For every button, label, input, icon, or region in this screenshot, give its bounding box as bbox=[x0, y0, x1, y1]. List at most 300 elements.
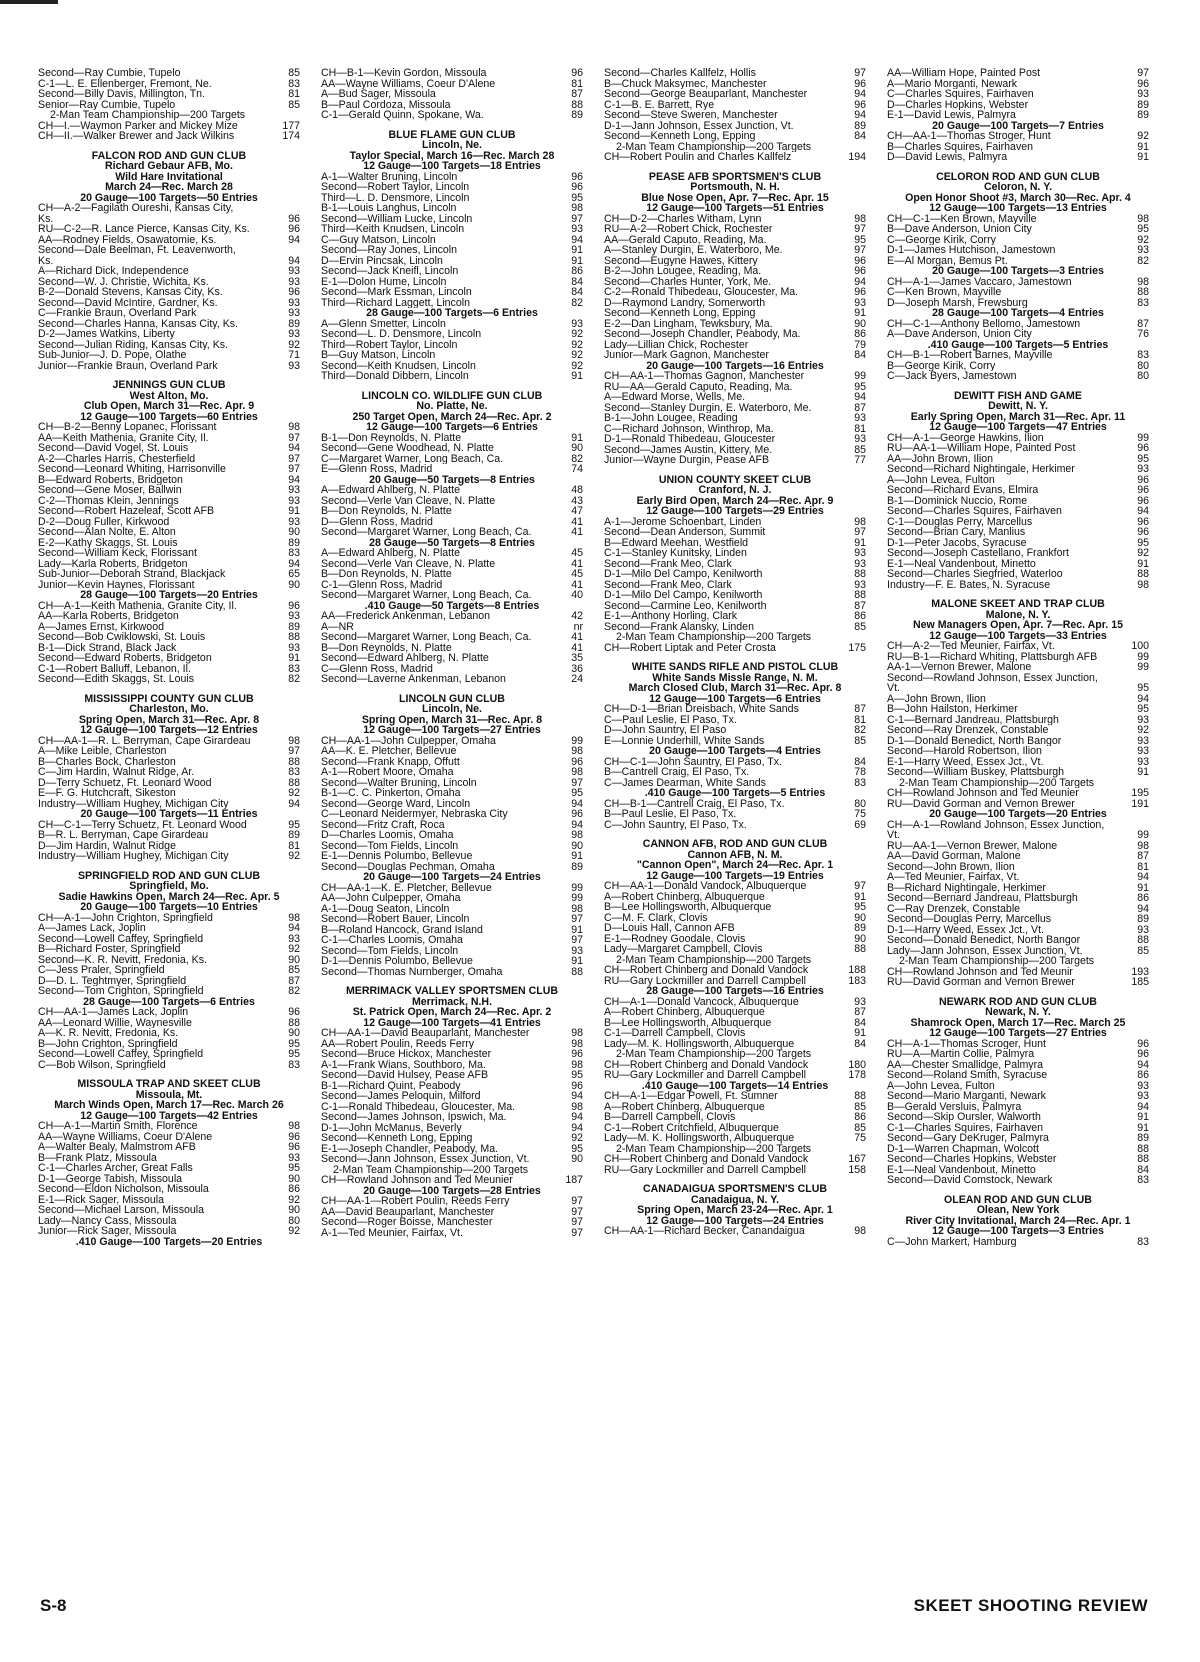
result-row bbox=[321, 830, 583, 841]
score: 92 bbox=[571, 328, 583, 340]
score: 93 bbox=[288, 328, 300, 340]
shooter-name: C—Guy Matson, Lincoln bbox=[321, 234, 436, 245]
result-row bbox=[887, 277, 1149, 288]
score: 85 bbox=[854, 620, 866, 633]
result-row bbox=[604, 569, 866, 580]
result-row bbox=[887, 914, 1149, 925]
result-row bbox=[38, 913, 300, 924]
event-subheading: Newark, N. Y. bbox=[985, 1006, 1051, 1018]
event-subheading: 12 Gauge—100 Targets—60 Entries bbox=[80, 410, 258, 423]
result-row bbox=[887, 935, 1149, 946]
result-row bbox=[321, 632, 583, 643]
shooter-name: CH—Rowland Johnson and Ted Meunier bbox=[887, 788, 1079, 799]
result-row bbox=[604, 715, 866, 726]
shooter-name: Second—Lowell Caffey, Springfield bbox=[38, 1049, 204, 1060]
score: 83 bbox=[854, 776, 866, 789]
shooter-name: A—Mario Morganti, Newark bbox=[887, 78, 1018, 89]
event-subheading: 20 Gauge—100 Targets—11 Entries bbox=[80, 808, 258, 820]
score: 84 bbox=[854, 1037, 866, 1050]
score: 93 bbox=[1137, 923, 1149, 936]
result-row bbox=[604, 245, 866, 256]
shooter-name: Lady—Jann Johnson, Essex Junction, Vt. bbox=[887, 945, 1083, 956]
shooter-name: Lady—Margaret Campbell, Clovis bbox=[604, 944, 763, 955]
shooter-name: 2-Man Team Championship—200 Targets bbox=[899, 956, 1095, 967]
result-row bbox=[887, 830, 1149, 841]
shooter-name: A-1—Jerome Schoenbart, Linden bbox=[604, 516, 762, 527]
score: 80 bbox=[1137, 359, 1149, 372]
shooter-name: Second—Thomas Nurnberger, Omaha bbox=[321, 966, 503, 977]
score: 99 bbox=[1137, 650, 1149, 663]
shooter-name: E-1—David Lewis, Palmyra bbox=[887, 110, 1016, 121]
shooter-name: Second—David Vogel, St. Louis bbox=[38, 443, 189, 454]
shooter-name: B-1—C. C. Pinkerton, Omaha bbox=[321, 788, 461, 799]
event-subheading: No. Platte, Ne. bbox=[416, 400, 488, 412]
shooter-name: E-1—Joseph Chandler, Peabody, Ma. bbox=[321, 1143, 499, 1154]
score: 40 bbox=[571, 589, 583, 601]
score: 91 bbox=[1137, 151, 1149, 163]
result-row bbox=[887, 224, 1149, 235]
shooter-name: Second—Tom Crighton, Springfield bbox=[38, 986, 204, 997]
shooter-name: D-1—George Tabish, Missoula bbox=[38, 1173, 183, 1184]
score: 89 bbox=[571, 860, 583, 873]
shooter-name: Second—George Ward, Lincoln bbox=[321, 798, 471, 809]
result-row bbox=[38, 89, 300, 100]
team-event-label bbox=[321, 1165, 583, 1176]
score: 78 bbox=[854, 766, 866, 778]
result-row bbox=[604, 1091, 866, 1102]
score: 86 bbox=[288, 1183, 300, 1195]
score: 96 bbox=[1137, 442, 1149, 454]
event-subheading: .410 Gauge—50 Targets—8 Entries bbox=[364, 599, 540, 612]
result-row bbox=[887, 235, 1149, 246]
score: 90 bbox=[288, 578, 300, 591]
event-subheading: 12 Gauge—100 Targets—51 Entries bbox=[646, 202, 824, 214]
team-event-label bbox=[604, 1144, 866, 1155]
shooter-name: Lady—Nancy Cass, Missoula bbox=[38, 1215, 177, 1226]
result-row bbox=[887, 517, 1149, 528]
shooter-name: D-1—Donald Benedict, North Bangor bbox=[887, 735, 1062, 746]
shooter-name: Second—Steve Sweren, Manchester bbox=[604, 110, 778, 121]
event-subheading: White Sands Missle Range, N. M. bbox=[652, 671, 818, 684]
event-subheading: .410 Gauge—100 Targets—20 Entries bbox=[75, 1235, 263, 1248]
result-row bbox=[321, 203, 583, 214]
event-subheading: .410 Gauge—100 Targets—5 Entries bbox=[644, 787, 826, 799]
score: 88 bbox=[854, 568, 866, 580]
shooter-name: Second—Kenneth Long, Epping bbox=[604, 308, 756, 319]
shooter-name: RU—A—Martin Collie, Palmyra bbox=[887, 1049, 1035, 1060]
shooter-name: Second—Bob Cwiklowski, St. Louis bbox=[38, 632, 206, 643]
result-row bbox=[604, 329, 866, 340]
shooter-name: 2-Man Team Championship—200 Targets bbox=[333, 1164, 529, 1175]
result-row bbox=[321, 1039, 583, 1050]
result-row bbox=[38, 674, 300, 685]
score: 87 bbox=[288, 974, 300, 987]
score: 89 bbox=[288, 829, 300, 841]
score: 90 bbox=[571, 839, 583, 852]
score: 94 bbox=[571, 818, 583, 831]
result-row bbox=[38, 350, 300, 361]
score: 89 bbox=[1137, 1132, 1149, 1144]
result-row bbox=[604, 403, 866, 414]
score: 95 bbox=[1137, 703, 1149, 715]
event-subheading: Springfield, Mo. bbox=[129, 880, 209, 892]
score: 47 bbox=[571, 505, 583, 517]
score: 96 bbox=[1137, 77, 1149, 90]
result-row bbox=[604, 767, 866, 778]
result-row bbox=[38, 266, 300, 277]
score: 83 bbox=[1137, 296, 1149, 309]
score: 81 bbox=[288, 839, 300, 852]
result-row bbox=[38, 1060, 300, 1071]
shooter-name: CH—AA-1—David Beauparlant, Manchester bbox=[321, 1028, 530, 1039]
result-row bbox=[38, 68, 300, 79]
score: 94 bbox=[1137, 505, 1149, 517]
score: 35 bbox=[571, 652, 583, 664]
result-row bbox=[321, 287, 583, 298]
shooter-name: CH—AA-1—Thomas Stroger, Hunt bbox=[887, 131, 1051, 142]
shooter-name: CH—A-1—Rowland Johnson, Essex Junction, bbox=[887, 819, 1105, 830]
event-subheading: West Alton, Mo. bbox=[129, 389, 209, 402]
result-row bbox=[321, 653, 583, 664]
score: 41 bbox=[571, 641, 583, 654]
event-subheading: 20 Gauge—100 Targets—4 Entries bbox=[649, 745, 821, 757]
event-subheading: 12 Gauge—100 Targets—6 Entries bbox=[649, 692, 821, 705]
event-subheading: Club Open, March 31—Rec. Apr. 9 bbox=[83, 400, 255, 412]
score: 91 bbox=[1137, 140, 1149, 153]
result-row bbox=[887, 1070, 1149, 1081]
team-event-label bbox=[887, 778, 1149, 789]
result-row bbox=[321, 361, 583, 372]
event-subheading: Lincoln, Ne. bbox=[421, 703, 483, 715]
shooter-name: Second—Fritz Craft, Roca bbox=[321, 819, 445, 830]
shooter-name: A—Dave Anderson, Union City bbox=[887, 329, 1032, 340]
result-row bbox=[38, 757, 300, 768]
result-row bbox=[887, 872, 1149, 883]
shooter-name: B—Chuck Maksymec, Manchester bbox=[604, 78, 767, 89]
score: 74 bbox=[571, 463, 583, 475]
shooter-name: Sub-Junior—J. D. Pope, Olathe bbox=[38, 350, 187, 361]
shooter-name: AA—K. E. Pletcher, Bellevue bbox=[321, 746, 457, 757]
shooter-name: CH—A-1—James Vaccaro, Jamestown bbox=[887, 276, 1072, 287]
score: 85 bbox=[854, 443, 866, 456]
result-row bbox=[604, 559, 866, 570]
result-row bbox=[321, 371, 583, 382]
score: 95 bbox=[288, 1162, 300, 1174]
result-row bbox=[887, 862, 1149, 873]
shooter-name: B—Frank Platz, Missoula bbox=[38, 1152, 157, 1163]
score: 93 bbox=[571, 223, 583, 235]
result-row bbox=[887, 131, 1149, 142]
event-subheading: Wild Hare Invitational bbox=[115, 170, 223, 183]
score: 93 bbox=[1137, 734, 1149, 747]
result-row bbox=[604, 527, 866, 538]
score: 87 bbox=[571, 88, 583, 100]
score: 92 bbox=[1137, 547, 1149, 559]
result-row bbox=[38, 464, 300, 475]
score: 98 bbox=[571, 1058, 583, 1071]
shooter-name: B—Paul Leslie, El Paso, Tx. bbox=[604, 809, 737, 820]
shooter-name: D-1—Milo Del Campo, Kenilworth bbox=[604, 590, 763, 601]
shooter-name: A—Edward Ahlberg, N. Platte bbox=[321, 548, 460, 559]
shooter-name: A—Walter Bealy, Malmstrom AFB bbox=[38, 1142, 196, 1153]
shooter-name: C-1—Robert Balluff, Lebanon, Il. bbox=[38, 663, 191, 674]
score: 88 bbox=[288, 755, 300, 768]
score: 99 bbox=[1137, 661, 1149, 673]
result-row bbox=[321, 329, 583, 340]
result-row bbox=[38, 443, 300, 454]
score: 80 bbox=[854, 797, 866, 810]
score: 96 bbox=[1137, 515, 1149, 528]
shooter-name: A—Robert Chinberg, Albuquerque bbox=[604, 1101, 765, 1112]
shooter-name: AA—Robert Poulin, Reeds Ferry bbox=[321, 1038, 475, 1049]
score: 98 bbox=[571, 902, 583, 915]
shooter-name: B—Darrell Campbell, Clovis bbox=[604, 1112, 736, 1123]
result-row bbox=[321, 1112, 583, 1123]
result-row bbox=[38, 965, 300, 976]
score: 98 bbox=[571, 829, 583, 841]
score: 93 bbox=[1137, 244, 1149, 256]
score: 85 bbox=[288, 98, 300, 111]
result-row bbox=[604, 902, 866, 913]
score bbox=[296, 110, 300, 121]
shooter-name: D-1—Milo Del Campo, Kenilworth bbox=[604, 569, 763, 580]
event-subheading: Shamrock Open, March 17—Rec. March 25 bbox=[910, 1016, 1126, 1029]
score: 93 bbox=[571, 944, 583, 957]
shooter-name: B—Paul Cordoza, Missoula bbox=[321, 99, 451, 110]
score: 90 bbox=[854, 911, 866, 924]
shooter-name: D—Joseph Marsh, Frewsburg bbox=[887, 297, 1028, 308]
score: 93 bbox=[288, 515, 300, 528]
result-row bbox=[321, 68, 583, 79]
club-heading: CANNON AFB, ROD AND GUN CLUB bbox=[642, 838, 828, 850]
event-subheading: 12 Gauge—100 Targets—19 Entries bbox=[646, 869, 824, 882]
score: 96 bbox=[1137, 1037, 1149, 1050]
shooter-name: A—Stanley Durgin, E. Waterboro, Me. bbox=[604, 245, 783, 256]
shooter-name: Second—Verle Van Cleave, N. Platte bbox=[321, 558, 496, 569]
club-heading: LINCOLN CO. WILDLIFE GUN CLUB bbox=[361, 389, 543, 402]
shooter-name: CH—Robert Chinberg and Donald Vandock bbox=[604, 1059, 809, 1070]
shooter-name: D-2—James Watkins, Liberty bbox=[38, 329, 175, 340]
shooter-name: Second—Gene Moser, Ballwin bbox=[38, 485, 182, 496]
result-row bbox=[604, 1060, 866, 1071]
score: 93 bbox=[288, 307, 300, 319]
shooter-name: C—James Dearman, White Sands bbox=[604, 777, 766, 788]
publication-title: SKEET SHOOTING REVIEW bbox=[913, 1596, 1148, 1615]
score: 195 bbox=[1131, 787, 1149, 799]
shooter-name: RU—A-2—Robert Chick, Rochester bbox=[604, 224, 773, 235]
result-row bbox=[321, 1228, 583, 1239]
result-row bbox=[38, 256, 300, 267]
shooter-name: CH—AA-1—R. L. Berryman, Cape Girardeau bbox=[38, 735, 251, 746]
score: 76 bbox=[1137, 328, 1149, 340]
event-subheading: March Closed Club, March 31—Rec. Apr. 8 bbox=[628, 682, 842, 694]
shooter-name: Second—Richard Evans, Elmira bbox=[887, 485, 1039, 496]
score: 89 bbox=[1137, 98, 1149, 111]
result-row bbox=[604, 214, 866, 225]
score: 83 bbox=[288, 547, 300, 559]
event-subheading: Early Bird Open, March 24—Rec. Apr. 9 bbox=[636, 494, 834, 507]
result-row bbox=[38, 277, 300, 288]
score: 93 bbox=[288, 1151, 300, 1164]
score: 96 bbox=[854, 98, 866, 111]
team-event-label bbox=[887, 956, 1149, 967]
shooter-name: Second—Robert Hazeleaf, Scott AFB bbox=[38, 506, 215, 517]
shooter-name: C—Richard Johnson, Winthrop, Ma. bbox=[604, 423, 774, 434]
score: 97 bbox=[571, 1205, 583, 1218]
result-row bbox=[887, 641, 1149, 652]
shooter-name: C—Jess Praler, Springfield bbox=[38, 965, 165, 976]
result-row bbox=[604, 277, 866, 288]
result-row bbox=[321, 517, 583, 528]
score: 96 bbox=[571, 181, 583, 193]
shooter-name: Second—W. J. Christie, Wichita, Ks. bbox=[38, 276, 209, 287]
score: 45 bbox=[571, 547, 583, 559]
score: 41 bbox=[571, 578, 583, 591]
shooter-name: Second—Charles Siegfried, Waterloo bbox=[887, 569, 1063, 580]
shooter-name: B—Edward Meehan, Westfield bbox=[604, 537, 749, 548]
score: 88 bbox=[854, 943, 866, 955]
shooter-name: A—Edward Ahlberg, N. Platte bbox=[321, 485, 460, 496]
score: 85 bbox=[288, 67, 300, 79]
event-subheading: Canadaigua, N. Y. bbox=[690, 1193, 780, 1206]
score: 88 bbox=[571, 98, 583, 111]
shooter-name: B—Lee Hollingsworth, Albuquerque bbox=[604, 902, 772, 913]
score: 90 bbox=[571, 1153, 583, 1165]
score: 177 bbox=[282, 119, 300, 132]
result-row bbox=[321, 841, 583, 852]
shooter-name: Lady—Karla Roberts, Bridgeton bbox=[38, 558, 188, 569]
shooter-name: Second—Michael Larson, Missoula bbox=[38, 1205, 205, 1216]
result-row bbox=[321, 1060, 583, 1071]
score: 158 bbox=[848, 1163, 866, 1176]
score bbox=[1145, 956, 1149, 967]
score: 174 bbox=[282, 130, 300, 142]
score: 95 bbox=[571, 787, 583, 799]
event-subheading: Spring Open, March 31—Rec. Apr. 8 bbox=[78, 713, 260, 726]
event-subheading: 12 Gauge—100 Targets—41 Entries bbox=[363, 1016, 541, 1029]
score: 88 bbox=[571, 965, 583, 978]
result-row bbox=[321, 799, 583, 810]
score: 88 bbox=[288, 1016, 300, 1029]
event-subheading: Charleston, Mo. bbox=[129, 703, 209, 715]
score: 91 bbox=[288, 652, 300, 664]
shooter-name: E—Al Morgan, Bemus Pt. bbox=[887, 255, 1008, 266]
event-subheading: Portsmouth, N. H. bbox=[690, 181, 780, 193]
score: 93 bbox=[288, 296, 300, 309]
result-row bbox=[887, 1112, 1149, 1123]
shooter-name: Second—Skip Oursler, Walworth bbox=[887, 1112, 1041, 1123]
result-row bbox=[38, 1184, 300, 1195]
shooter-name: AA—William Hope, Painted Post bbox=[887, 68, 1041, 79]
score: 96 bbox=[1137, 473, 1149, 486]
result-row bbox=[321, 182, 583, 193]
score: 175 bbox=[848, 641, 866, 654]
score: 97 bbox=[571, 1195, 583, 1207]
shooter-name: A—John Brown, Ilion bbox=[887, 693, 986, 704]
result-row bbox=[38, 788, 300, 799]
result-row bbox=[321, 454, 583, 465]
result-row bbox=[604, 1039, 866, 1050]
score: 93 bbox=[288, 494, 300, 507]
score: 92 bbox=[288, 787, 300, 799]
score: 41 bbox=[571, 515, 583, 528]
shooter-name: AA—Wayne Williams, Coeur D'Alene bbox=[321, 78, 496, 89]
score: 99 bbox=[1137, 431, 1149, 444]
result-row bbox=[604, 350, 866, 361]
shooter-name: A—John Levea, Fulton bbox=[887, 1080, 995, 1091]
shooter-name: Second—William Lucke, Lincoln bbox=[321, 213, 473, 224]
shooter-name: Second—Eugyne Hawes, Kittery bbox=[604, 255, 758, 266]
score: 89 bbox=[288, 317, 300, 330]
result-row bbox=[321, 235, 583, 246]
result-row bbox=[604, 79, 866, 90]
score: 82 bbox=[288, 985, 300, 997]
shooter-name: Second—Carmine Leo, Kenilworth bbox=[604, 600, 767, 611]
result-row bbox=[604, 298, 866, 309]
score: 97 bbox=[571, 212, 583, 225]
result-row bbox=[887, 1237, 1149, 1248]
result-row bbox=[887, 68, 1149, 79]
score: 93 bbox=[854, 296, 866, 309]
event-subheading: 12 Gauge—100 Targets—27 Entries bbox=[929, 1027, 1107, 1039]
score: 69 bbox=[854, 818, 866, 831]
score: 91 bbox=[1137, 1111, 1149, 1123]
shooter-name: CH—B-1—Cantrell Craig, El Paso, Tx. bbox=[604, 798, 785, 809]
score: 96 bbox=[1137, 526, 1149, 538]
shooter-name: 2-Man Team Championship—200 Targets bbox=[616, 141, 812, 152]
shooter-name: B—Dave Anderson, Union City bbox=[887, 224, 1032, 235]
shooter-name: CH—AA-1—K. E. Pletcher, Bellevue bbox=[321, 882, 492, 893]
score: 89 bbox=[1137, 913, 1149, 925]
shooter-name: D—Raymond Landry, Somerworth bbox=[604, 297, 766, 308]
score: 94 bbox=[854, 391, 866, 403]
shooter-name: CH—C-1—Terry Schuetz, Ft. Leonard Wood bbox=[38, 819, 247, 830]
shooter-name: Second—Edith Skaggs, St. Louis bbox=[38, 674, 195, 685]
score: 91 bbox=[571, 254, 583, 267]
score: 92 bbox=[288, 850, 300, 862]
score: 82 bbox=[571, 296, 583, 309]
result-row bbox=[38, 664, 300, 675]
result-row bbox=[321, 778, 583, 789]
result-row bbox=[321, 674, 583, 685]
event-subheading: 12 Gauge—100 Targets—33 Entries bbox=[929, 629, 1107, 642]
result-row bbox=[38, 1142, 300, 1153]
shooter-name: Second—Frank Knapp, Offutt bbox=[321, 756, 460, 767]
event-subheading: 20 Gauge—100 Targets—24 Entries bbox=[363, 871, 541, 883]
shooter-name: Second—Julian Riding, Kansas City, Ks. bbox=[38, 339, 228, 350]
score: 96 bbox=[571, 808, 583, 820]
shooter-name: D—Louis Hall, Cannon AFB bbox=[604, 923, 735, 934]
shooter-name: A—Edward Morse, Wells, Me. bbox=[604, 392, 746, 403]
result-row bbox=[38, 1028, 300, 1039]
shooter-name: Second—Edward Ahlberg, N. Platte bbox=[321, 653, 489, 664]
shooter-name: C-2—Ronald Thibedeau, Gloucester, Ma. bbox=[604, 287, 799, 298]
result-row bbox=[604, 235, 866, 246]
event-subheading: Early Spring Open, March 31—Rec. Apr. 11 bbox=[910, 410, 1126, 423]
result-row bbox=[38, 643, 300, 654]
result-row bbox=[887, 1123, 1149, 1134]
score: 93 bbox=[1137, 745, 1149, 757]
score: 99 bbox=[854, 370, 866, 382]
result-row bbox=[321, 809, 583, 820]
result-row bbox=[887, 841, 1149, 852]
shooter-name: Junior—Wayne Durgin, Pease AFB bbox=[604, 455, 770, 466]
shooter-name: Ks. bbox=[38, 213, 54, 224]
event-subheading: Celoron, N. Y. bbox=[983, 181, 1053, 193]
score: 93 bbox=[854, 557, 866, 570]
shooter-name: Second—Margaret Warner, Long Beach, Ca. bbox=[321, 527, 532, 538]
result-row bbox=[604, 121, 866, 132]
